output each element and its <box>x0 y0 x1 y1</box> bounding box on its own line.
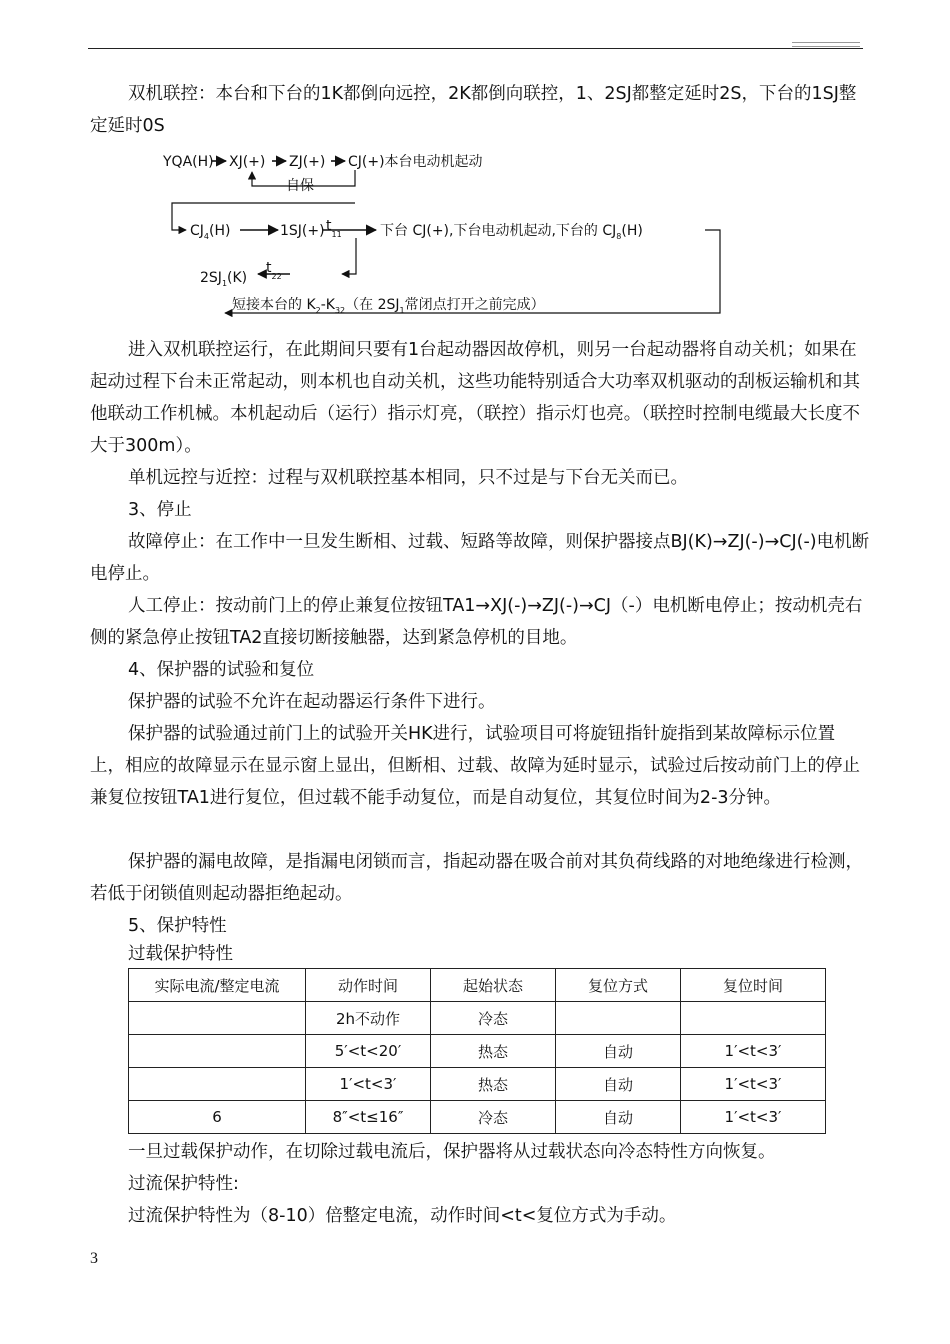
diagram-cj-start-label: CJ(+)本台电动机起动 <box>348 154 483 170</box>
page-number: 3 <box>90 1250 98 1267</box>
table-row <box>129 1068 826 1101</box>
section-5-heading: 5、保护特性 <box>128 916 227 936</box>
diagram-yqa-label: YQA(H) <box>163 154 214 170</box>
table-header-cell: 动作时间 <box>306 969 431 1002</box>
connector-to-t22 <box>342 238 356 274</box>
table-header-cell: 起始状态 <box>431 969 556 1002</box>
table-cell: 热态 <box>431 1068 556 1101</box>
diagram-t11-label: $t_{11}$ <box>326 218 342 239</box>
table-header-cell: 复位方式 <box>556 969 681 1002</box>
diagram-cj4-label: $CJ_4(H)$ <box>190 223 231 241</box>
overcurrent-heading: 过流保护特性: <box>128 1174 239 1194</box>
table-cell: 1′<t<3′ <box>306 1068 431 1101</box>
table-cell: 8″<t≤16″ <box>306 1101 431 1134</box>
table-header-cell: 复位时间 <box>681 969 826 1002</box>
table-header-cell: 实际电流/整定电流 <box>129 969 306 1002</box>
diagram-sj1-label: 1SJ(+) <box>280 223 325 239</box>
overload-heading: 过载保护特性 <box>128 944 233 964</box>
intro-paragraph: 双机联控：本台和下台的1K都倒向远控，2K都倒向联控，1、2SJ都整定延时2S，下台的1SJ整定延时0S <box>90 84 857 136</box>
table-cell: 1′<t<3′ <box>681 1068 826 1101</box>
diagram-next-unit-label: 下台 CJ(+),下台电动机起动,下台的 $CJ_8(H)$ <box>380 223 643 241</box>
diagram-zj-label: ZJ(+) <box>289 154 326 170</box>
table-row <box>129 1035 826 1068</box>
table-cell: 1′<t<3′ <box>681 1035 826 1068</box>
table-row <box>129 1101 826 1134</box>
test-procedure-paragraph: 保护器的试验通过前门上的试验开关HK进行，试验项目可将旋钮指针旋指到某故障标示位置上，相应的故障显示在显示窗上显出，但断相、过载、故障为延时显示，试验过后按动前门上的停止兼复位按钮TA1进行复位，但过载不能手动复位，而是自动复位，其复位时间为2-3分钟。 <box>90 724 860 808</box>
diagram-xj-label: XJ(+) <box>229 154 266 170</box>
overcurrent-paragraph: 过流保护特性为（8-10）倍整定电流，动作时间<t<复位方式为手动。 <box>128 1206 677 1226</box>
overload-table <box>128 968 826 1134</box>
diagram-self-hold-label: 自保 <box>286 178 314 194</box>
table-cell: 冷态 <box>431 1101 556 1134</box>
single-control-paragraph: 单机远控与近控：过程与双机联控基本相同，只不过是与下台无关而已。 <box>128 468 688 488</box>
diagram-short-connect-label: 短接本台的 $K_2-K_{32}$（在 $2SJ_1$常闭点打开之前完成） <box>232 297 545 315</box>
table-cell: 冷态 <box>431 1002 556 1035</box>
table-cell: 1′<t<3′ <box>681 1101 826 1134</box>
table-cell: 自动 <box>556 1068 681 1101</box>
diagram-sj2-label: $2SJ_1(K)$ <box>200 270 248 288</box>
table-cell: 2h不动作 <box>306 1002 431 1035</box>
table-row <box>129 1002 826 1035</box>
table-cell: 自动 <box>556 1101 681 1134</box>
table-cell <box>129 1035 306 1068</box>
table-cell: 5′<t<20′ <box>306 1035 431 1068</box>
leakage-paragraph: 保护器的漏电故障，是指漏电闭锁而言，指起动器在吸合前对其负荷线路的对地绝缘进行检测，若低于闭锁值则起动器拒绝起动。 <box>90 852 863 904</box>
table-cell <box>129 1068 306 1101</box>
after-table-paragraph: 一旦过载保护动作，在切除过载电流后，保护器将从过载状态向冷态特性方向恢复。 <box>128 1142 776 1162</box>
section-3-heading: 3、停止 <box>128 500 192 520</box>
table-cell <box>681 1002 826 1035</box>
table-cell <box>129 1002 306 1035</box>
fault-stop-paragraph: 故障停止：在工作中一旦发生断相、过载、短路等故障，则保护器接点BJ(K)→ZJ(-)→CJ(-)电机断电停止。 <box>90 532 870 584</box>
test-condition-paragraph: 保护器的试验不允许在起动器运行条件下进行。 <box>128 692 496 712</box>
table-cell: 热态 <box>431 1035 556 1068</box>
table-cell: 自动 <box>556 1035 681 1068</box>
table-header-row <box>129 969 826 1002</box>
manual-stop-paragraph: 人工停止：按动前门上的停止兼复位按钮TA1→XJ(-)→ZJ(-)→CJ（-）电机断电停止；按动机壳右侧的紧急停止按钮TA2直接切断接触器，达到紧急停机的目地。 <box>90 596 863 648</box>
dual-control-paragraph: 进入双机联控运行，在此期间只要有1台起动器因故停机，则另一台起动器将自动关机；如果在起动过程下台未正常起动，则本机也自动关机，这些功能特别适合大功率双机驱动的刮板运输机和其他联动工作机械。本机起动后（运行）指示灯亮，（联控）指示灯也亮。（联控时控制电缆最大长度不大于300m）。 <box>90 340 860 456</box>
table-cell <box>556 1002 681 1035</box>
control-flow-diagram <box>0 0 950 340</box>
table-cell: 6 <box>129 1101 306 1134</box>
section-4-heading: 4、保护器的试验和复位 <box>128 660 315 680</box>
diagram-t22-label: $t_{22}$ <box>266 260 282 281</box>
